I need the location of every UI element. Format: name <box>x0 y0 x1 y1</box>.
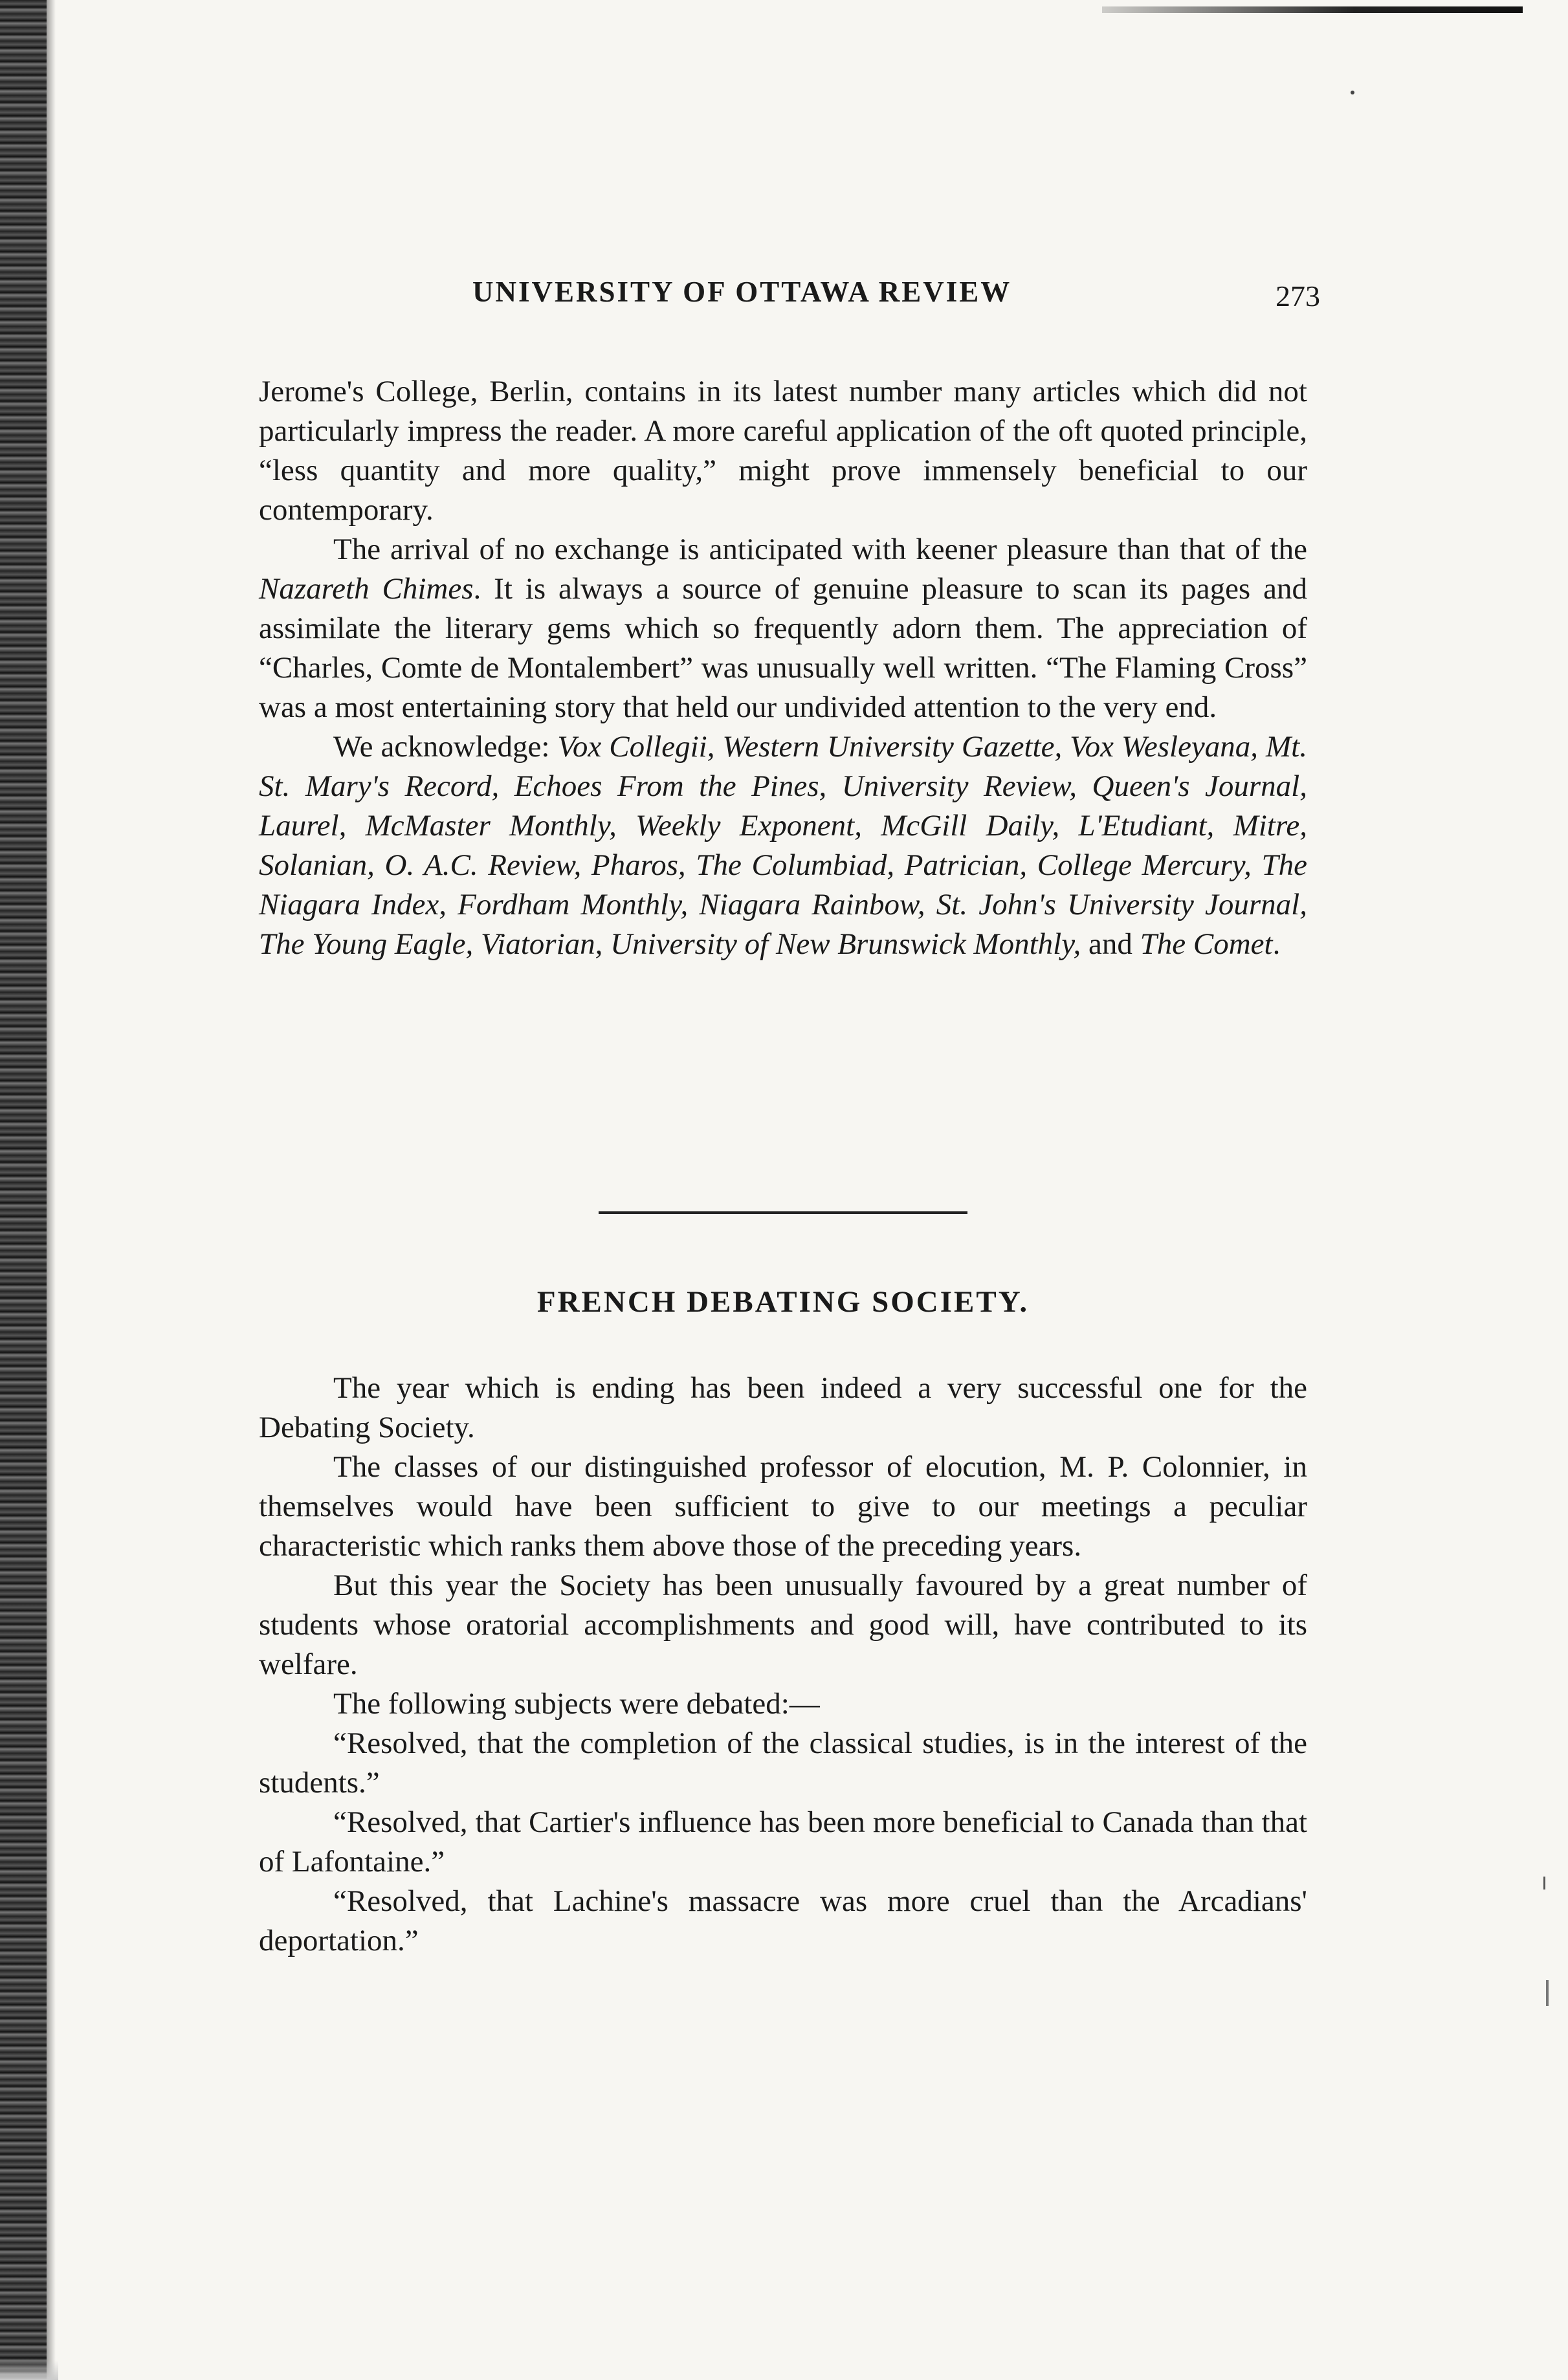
binding-shadow <box>47 0 56 2380</box>
publication-title: Nazareth Chimes <box>259 572 474 606</box>
section-divider <box>599 1211 967 1214</box>
scan-speck <box>1546 1980 1549 2006</box>
paragraph <box>259 530 1307 727</box>
paragraph: Jerome's College, Berlin, contains in its latest number many articles which did not particularly impress the reader. A more careful application of the oft quoted principle, “less quantity and more quality,” might prove immensely beneficial to our contemporary. <box>259 375 1307 527</box>
text-run: The arrival of no exchange is anticipated with keener pleasure than that of the <box>333 533 1307 566</box>
paragraph: The year which is ending has been indeed a very successful one for the Debating Society. <box>259 1371 1307 1444</box>
text-run: We acknowledge: <box>333 730 558 764</box>
paragraph: The following subjects were debated:— <box>333 1687 820 1721</box>
running-head: UNIVERSITY OF OTTAWA REVIEW <box>472 276 1012 308</box>
text-run: . It is always a source of genuine pleasure to scan its pages and assimilate the literary gems which so frequently adorn them. The appreciation of “Charles, Comte de Montalembert” was unusually well written. “The Flaming Cross” was a most entertaining story that held our undivided attention to the very end. <box>259 572 1307 724</box>
scan-top-rule <box>1102 6 1523 13</box>
paragraph: “Resolved, that Lachine's massacre was more cruel than the Arcadians' deportation.” <box>259 1884 1307 1957</box>
paragraph: The classes of our distinguished professor of elocution, M. P. Colonnier, in themselves would have been sufficient to give to our meetings a peculiar characteristic which ranks them above those of the preceding years. <box>259 1450 1307 1563</box>
publication-title: The Comet <box>1140 927 1273 961</box>
text-run: . <box>1272 927 1281 961</box>
paragraph: “Resolved, that the completion of the classical studies, is in the interest of the students.” <box>259 1726 1307 1800</box>
section-title: FRENCH DEBATING SOCIETY. <box>536 1285 1030 1319</box>
debating-society-section <box>259 1369 1307 1961</box>
exchanges-section <box>259 372 1307 964</box>
page-number: 273 <box>1275 280 1320 313</box>
paragraph: But this year the Society has been unusually favoured by a great number of students whose oratorial accomplishments and good will, have contributed to its welfare. <box>259 1569 1307 1681</box>
text-run: and <box>1081 927 1140 961</box>
scan-speck <box>1543 1877 1545 1890</box>
page-header <box>472 275 1320 320</box>
scan-bottom-edge <box>0 2361 58 2380</box>
paragraph <box>259 727 1307 964</box>
paragraph: “Resolved, that Cartier's influence has been more beneficial to Canada than that of Lafontaine.” <box>259 1805 1307 1879</box>
scan-speck <box>1351 91 1354 94</box>
scan-binding-edge <box>0 0 47 2380</box>
publication-list: Vox Collegii, Western University Gazette, Vox Wesleyana, Mt. St. Mary's Record, Echoes From the Pines, University Review, Queen's Journal, Laurel, McMaster Monthly, Weekly Exponent, McGill Daily, L'Etudiant, Mitre, Solanian, O. A.C. Review, Pharos, The Columbiad, Patrician, College Mercury, The Niagara Index, Fordham Monthly, Niagara Rainbow, St. John's University Journal, The Young Eagle, Viatorian, University of New Brunswick Monthly, <box>259 730 1307 961</box>
